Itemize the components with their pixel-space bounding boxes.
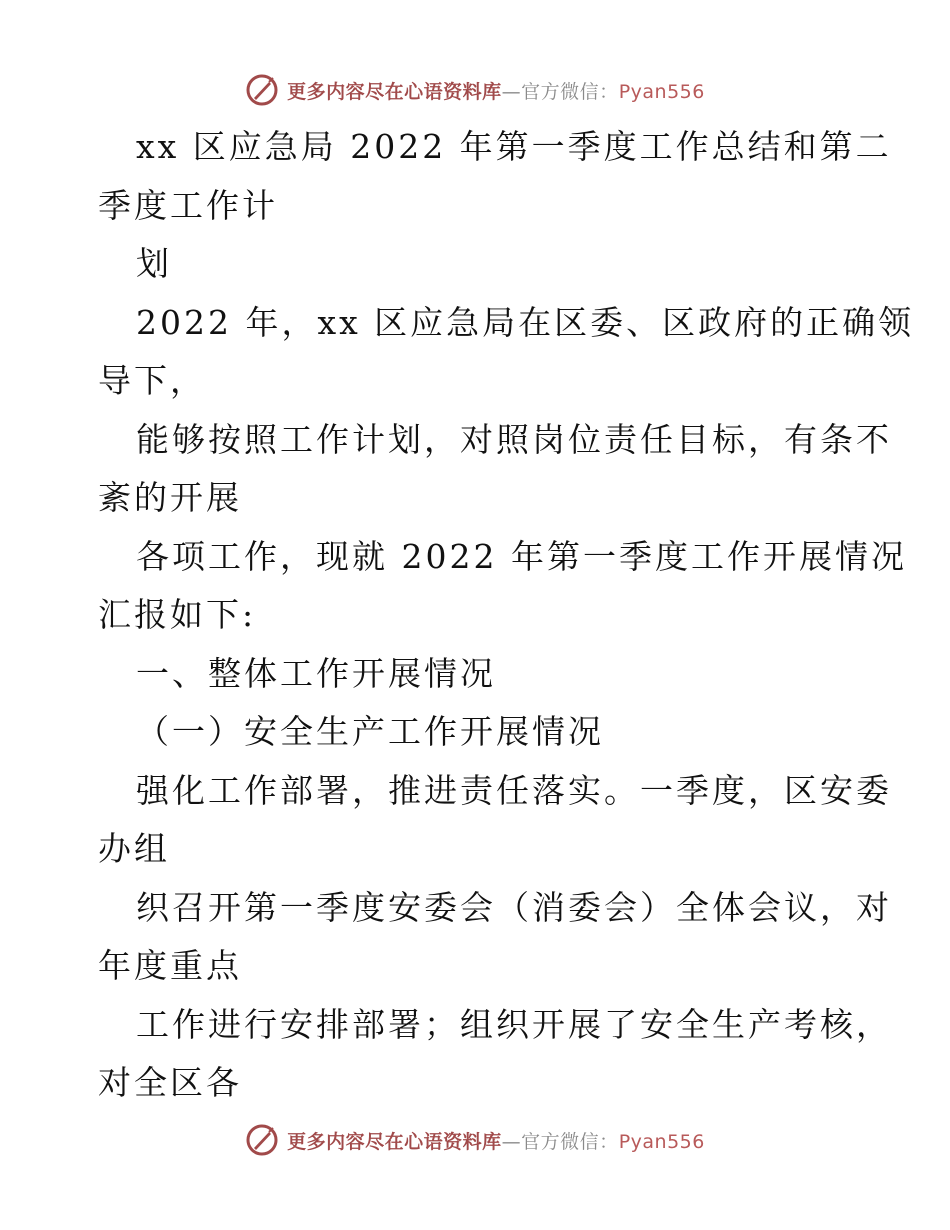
watermark-id: Pyan556 <box>618 80 705 103</box>
watermark-main-text: 更多内容尽在心语资料库 <box>287 80 502 103</box>
watermark-main-text: 更多内容尽在心语资料库 <box>287 1130 502 1153</box>
text-line: 织召开第一季度安委会（消委会）全体会议，对 <box>136 887 892 927</box>
footer-watermark <box>0 1120 950 1160</box>
text-line: 工作进行安排部署；组织开展了安全生产考核， <box>136 1004 892 1044</box>
header-watermark <box>0 70 950 110</box>
text-line: 年度重点 <box>98 946 242 985</box>
quill-pen-circle-icon <box>245 1123 279 1157</box>
document-body <box>98 118 915 1113</box>
quill-pen-circle-icon <box>245 73 279 107</box>
text-line: 办组 <box>98 829 170 868</box>
text-line: 2022 年，xx 区应急局在区委、区政府的正确领 <box>136 302 915 342</box>
watermark-id: Pyan556 <box>618 1130 705 1153</box>
text-line: 对全区各 <box>98 1063 242 1102</box>
watermark-label: 官方微信： <box>521 80 619 103</box>
text-line: 强化工作部署，推进责任落实。一季度，区安委 <box>136 770 892 810</box>
text-line: （一）安全生产工作开展情况 <box>136 712 604 751</box>
text-line: 季度工作计 <box>98 185 278 225</box>
text-line: 紊的开展 <box>98 478 242 517</box>
text-line: 能够按照工作计划，对照岗位责任目标，有条不 <box>136 419 892 459</box>
text-line: 划 <box>136 244 172 283</box>
text-line: xx 区应急局 2022 年第一季度工作总结和第二 <box>136 127 892 166</box>
text-line: 各项工作，现就 2022 年第一季度工作开展情况 <box>136 536 907 576</box>
text-line: 一、整体工作开展情况 <box>136 653 496 693</box>
watermark-separator: — <box>501 80 522 103</box>
watermark-label: 官方微信： <box>521 1130 619 1153</box>
text-line: 导下， <box>98 361 206 400</box>
watermark-separator: — <box>501 1130 522 1153</box>
text-line: 汇报如下: <box>98 595 257 634</box>
